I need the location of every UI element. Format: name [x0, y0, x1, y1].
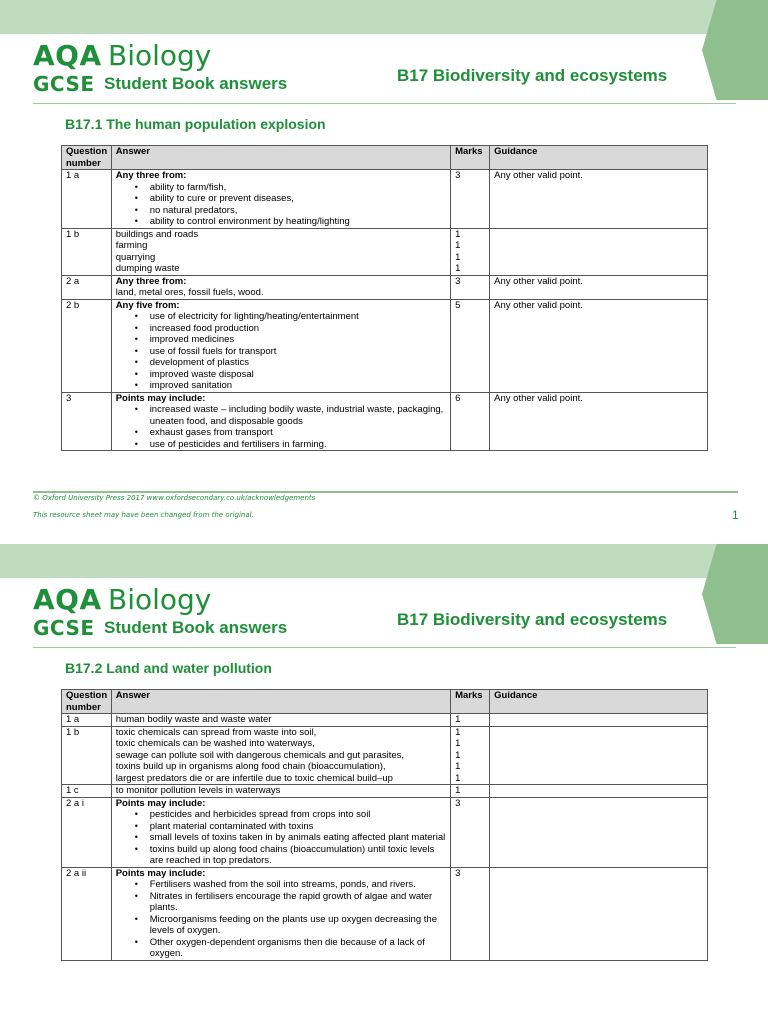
- answer-bullet: • Nitrates in fertilisers encourage the rapid growth of algae and water plants.: [150, 891, 446, 914]
- mark-value: 3: [455, 797, 461, 809]
- answer-bullet: • improved sanitation: [150, 380, 446, 392]
- answer-cell: [111, 275, 450, 299]
- mark-value: 6: [455, 392, 461, 404]
- marks-cell: [451, 714, 490, 727]
- answer-bullet: • no natural predators,: [150, 205, 446, 217]
- marks-cell: [451, 228, 490, 275]
- mark-value: 1: [455, 714, 461, 725]
- answer-heading: Points may include:: [115, 867, 206, 879]
- answer-bullet: • pesticides and herbicides spread from crops into soil: [150, 809, 446, 821]
- answer-line: toxic chemicals can spread from waste into soil,: [115, 726, 317, 738]
- answers-table: [61, 145, 708, 451]
- footer-divider: [33, 491, 738, 493]
- table-row: [62, 867, 708, 960]
- answer-heading: Any five from:: [115, 299, 180, 311]
- mark-value: 1: [455, 228, 461, 240]
- header-band: [0, 544, 768, 578]
- answer-bullet-list: [116, 311, 446, 392]
- answer-bullet: • plant material contaminated with toxins: [150, 821, 446, 833]
- mark-value: 1: [455, 726, 461, 738]
- answer-line: buildings and roads: [115, 228, 199, 240]
- question-number-cell: 1 b: [62, 726, 112, 785]
- mark-value: 1: [455, 749, 461, 761]
- marks-cell: [451, 785, 490, 798]
- logo-aqa: AQA: [33, 583, 102, 616]
- question-number-cell: 3: [62, 392, 112, 451]
- header-question-number: Question number: [62, 146, 112, 170]
- guidance-cell: [490, 714, 708, 727]
- mark-value: 1: [455, 240, 461, 251]
- answer-cell: [111, 714, 450, 727]
- guidance-cell: Any other valid point.: [490, 170, 708, 229]
- answer-line: sewage can pollute soil with dangerous chemicals and gut parasites,: [115, 749, 405, 761]
- answer-line: land, metal ores, fossil fuels, wood.: [115, 287, 264, 298]
- answer-bullet-list: [116, 879, 446, 960]
- answer-cell: [111, 726, 450, 785]
- footer-note: This resource sheet may have been changed from the original.: [33, 511, 254, 519]
- answer-bullet: • toxins build up along food chains (bioaccumulation) until toxic levels are reached in top predators.: [150, 844, 446, 867]
- marks-cell: [451, 726, 490, 785]
- table-row: [62, 797, 708, 867]
- answer-cell: [111, 785, 450, 798]
- answer-cell: [111, 392, 450, 451]
- marks-cell: [451, 797, 490, 867]
- guidance-cell: Any other valid point.: [490, 299, 708, 392]
- table-header-row: [62, 146, 708, 170]
- guidance-cell: [490, 785, 708, 798]
- guidance-cell: Any other valid point.: [490, 275, 708, 299]
- guidance-cell: [490, 797, 708, 867]
- chapter-title: B17 Biodiversity and ecosystems: [397, 610, 668, 629]
- marks-cell: [451, 867, 490, 960]
- header-divider: [33, 647, 736, 648]
- mark-value: 3: [455, 867, 461, 879]
- logo-subtitle: Student Book answers: [104, 74, 288, 93]
- question-number-cell: 1 a: [62, 714, 112, 727]
- question-number-cell: 1 c: [62, 785, 112, 798]
- answer-bullet: • improved waste disposal: [150, 369, 446, 381]
- answer-bullet-list: [116, 182, 446, 228]
- logo-subtitle: Student Book answers: [104, 618, 288, 637]
- answer-cell: [111, 170, 450, 229]
- marks-cell: [451, 299, 490, 392]
- guidance-cell: Any other valid point.: [490, 392, 708, 451]
- answer-bullet: • development of plastics: [150, 357, 446, 369]
- header-marks: Marks: [451, 146, 490, 170]
- mark-value: 1: [455, 251, 461, 263]
- answer-line: toxins build up in organisms along food chain (bioaccumulation),: [115, 761, 386, 772]
- section-title: B17.1 The human population explosion: [65, 116, 326, 132]
- question-number-cell: 2 a ii: [62, 867, 112, 960]
- answer-cell: [111, 299, 450, 392]
- chapter-title: B17 Biodiversity and ecosystems: [397, 66, 668, 85]
- table-row: [62, 299, 708, 392]
- answer-bullet: • increased waste – including bodily waste, industrial waste, packaging, uneaten food, and disposable goods: [150, 404, 446, 427]
- logo-subject: Biology: [108, 39, 212, 72]
- table-row: [62, 726, 708, 785]
- answer-bullet: • ability to farm/fish,: [150, 182, 446, 194]
- mark-value: 3: [455, 275, 461, 287]
- page-2: [0, 544, 768, 1024]
- header-answer: Answer: [111, 690, 450, 714]
- header-guidance: Guidance: [490, 690, 708, 714]
- question-number-cell: 2 a i: [62, 797, 112, 867]
- guidance-cell: [490, 228, 708, 275]
- table-row: [62, 392, 708, 451]
- question-number-cell: 2 a: [62, 275, 112, 299]
- answer-heading: Any three from:: [115, 275, 187, 287]
- answer-bullet: • ability to cure or prevent diseases,: [150, 193, 446, 205]
- answer-heading: Any three from:: [115, 170, 187, 181]
- guidance-cell: [490, 726, 708, 785]
- answer-line: toxic chemicals can be washed into waterways,: [115, 738, 315, 749]
- answer-bullet: • Microorganisms feeding on the plants use up oxygen decreasing the levels of oxygen.: [150, 914, 446, 937]
- question-number-cell: 1 a: [62, 170, 112, 229]
- answer-bullet: • Fertilisers washed from the soil into streams, ponds, and rivers.: [150, 879, 446, 891]
- answer-heading: Points may include:: [115, 797, 206, 809]
- marks-cell: [451, 392, 490, 451]
- answer-line: farming: [115, 240, 148, 251]
- answer-bullet: • use of electricity for lighting/heating/entertainment: [150, 311, 446, 323]
- mark-value: 3: [455, 170, 461, 181]
- answer-bullet: • ability to control environment by heating/lighting: [150, 216, 446, 228]
- header-marks: Marks: [451, 690, 490, 714]
- table-row: [62, 714, 708, 727]
- header-guidance: Guidance: [490, 146, 708, 170]
- answer-bullet: • small levels of toxins taken in by animals eating affected plant material: [150, 832, 446, 844]
- answer-heading: Points may include:: [115, 392, 206, 404]
- logo-gcse: GCSE: [33, 72, 95, 96]
- answer-line: dumping waste: [115, 263, 180, 274]
- answer-line: quarrying: [115, 251, 156, 263]
- answer-bullet: • improved medicines: [150, 334, 446, 346]
- table-row: [62, 228, 708, 275]
- answer-bullet: • use of pesticides and fertilisers in farming.: [150, 439, 446, 451]
- mark-value: 5: [455, 299, 461, 311]
- answer-bullet: • increased food production: [150, 323, 446, 335]
- logo-subject: Biology: [108, 583, 212, 616]
- answer-bullet-list: [116, 404, 446, 450]
- logo-aqa: AQA: [33, 39, 102, 72]
- table-header-row: [62, 690, 708, 714]
- mark-value: 1: [455, 738, 461, 749]
- answer-cell: [111, 867, 450, 960]
- header-answer: Answer: [111, 146, 450, 170]
- mark-value: 1: [455, 772, 461, 784]
- marks-cell: [451, 275, 490, 299]
- answer-line: to monitor pollution levels in waterways: [115, 785, 281, 796]
- question-number-cell: 2 b: [62, 299, 112, 392]
- question-number-cell: 1 b: [62, 228, 112, 275]
- answer-bullet-list: [116, 809, 446, 867]
- header-divider: [33, 103, 736, 104]
- table-row: [62, 785, 708, 798]
- answer-bullet: • use of fossil fuels for transport: [150, 346, 446, 358]
- mark-value: 1: [455, 761, 461, 772]
- page-number: 1: [732, 508, 739, 522]
- section-title: B17.2 Land and water pollution: [65, 660, 272, 676]
- answer-line: human bodily waste and waste water: [115, 714, 272, 725]
- answer-cell: [111, 228, 450, 275]
- table-row: [62, 275, 708, 299]
- answers-table: [61, 689, 708, 961]
- answer-bullet: • Other oxygen-dependent organisms then die because of a lack of oxygen.: [150, 937, 446, 960]
- logo-gcse: GCSE: [33, 616, 95, 640]
- mark-value: 1: [455, 263, 461, 274]
- answer-bullet: • exhaust gases from transport: [150, 427, 446, 439]
- table-row: [62, 170, 708, 229]
- marks-cell: [451, 170, 490, 229]
- footer-copyright: © Oxford University Press 2017 www.oxfordsecondary.co.uk/acknowledgements: [33, 494, 316, 502]
- answer-line: largest predators die or are infertile due to toxic chemical build–up: [115, 772, 393, 784]
- mark-value: 1: [455, 785, 461, 796]
- answer-cell: [111, 797, 450, 867]
- header-band: [0, 0, 768, 34]
- guidance-cell: [490, 867, 708, 960]
- header-question-number: Question number: [62, 690, 112, 714]
